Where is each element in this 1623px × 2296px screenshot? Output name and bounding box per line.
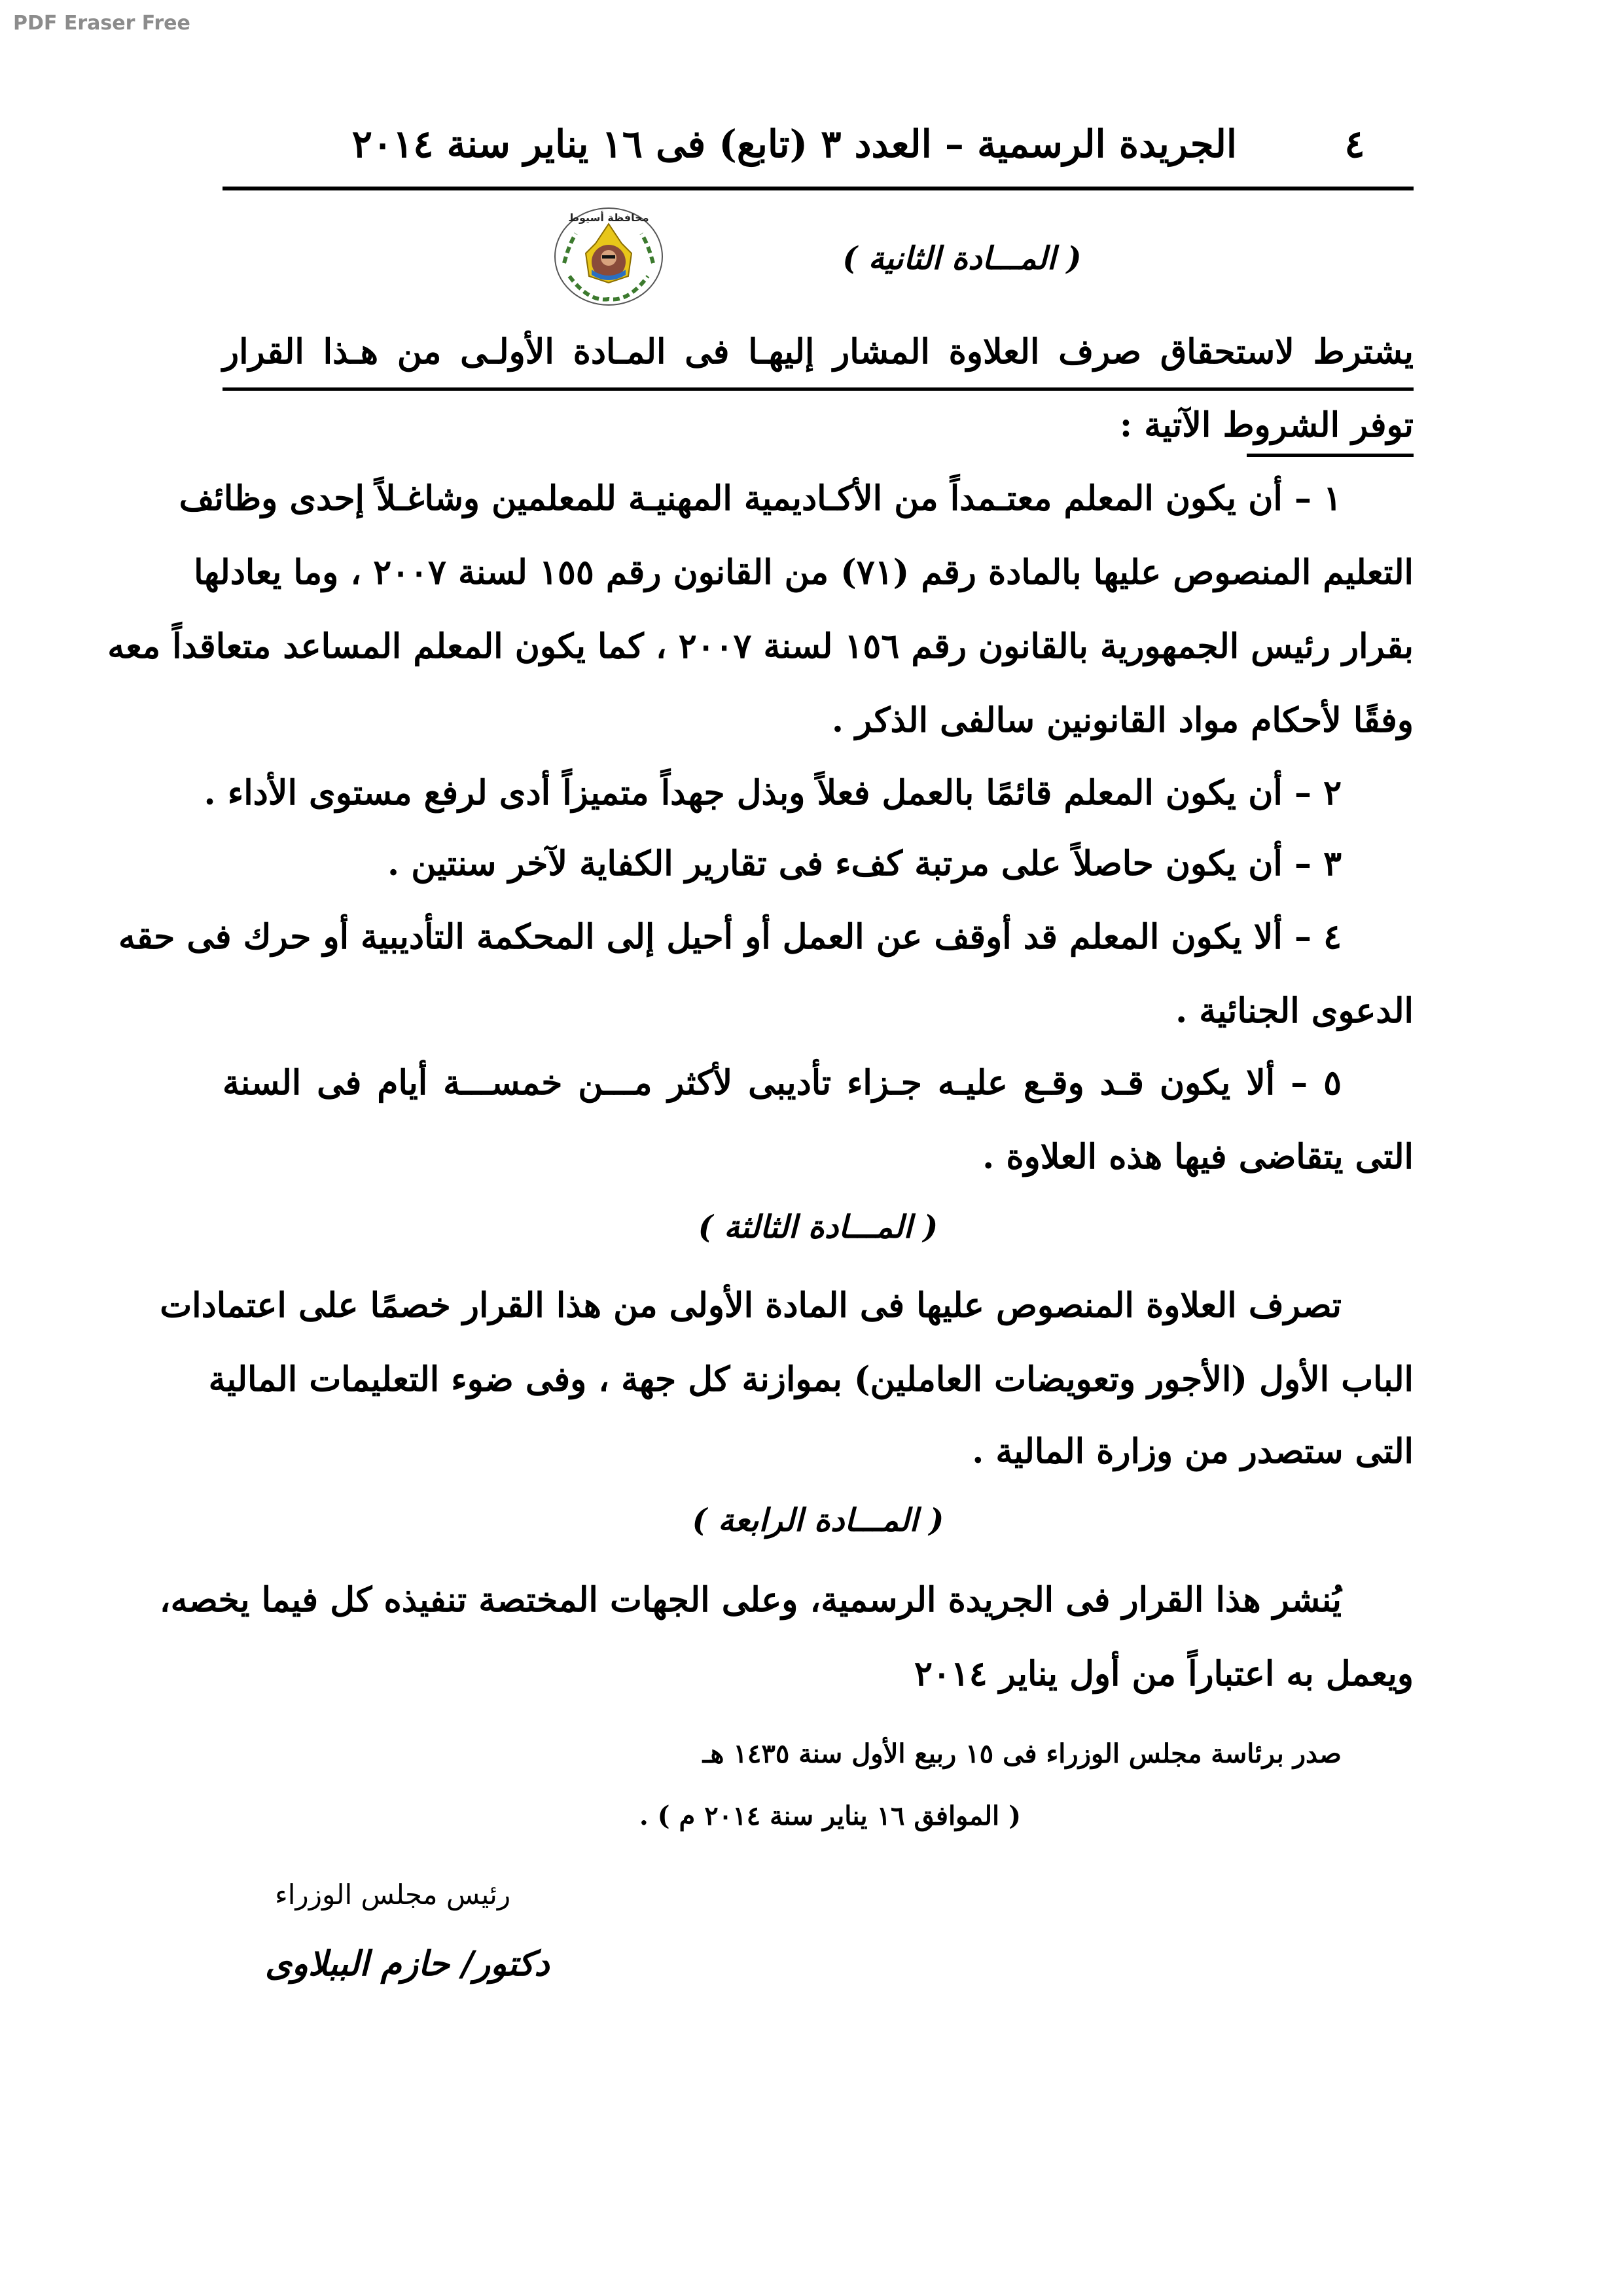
condition-1-line-3: بقرار رئيس الجمهورية بالقانون رقم ١٥٦ لسنة ٢٠٠٧ ، كما يكون المعلم المساعد متعاقداً معه xyxy=(107,626,1414,666)
page-header xyxy=(223,111,1414,177)
condition-5-line-1: ٥ – ألا يكون قـد وقـع عليـه جـزاء تأديبى لأكثر مـــن خمســـة أيام فى السنة xyxy=(223,1063,1342,1103)
intro-underline xyxy=(223,387,1414,391)
gazette-title: الجريدة الرسمية – العدد ٣ (تابع) فى ١٦ يناير سنة ٢٠١٤ xyxy=(351,122,1237,166)
article-2-title: ( المـــادة الثانية ) xyxy=(842,240,1082,277)
article-2-intro-line-2: توفر الشروط الآتية : xyxy=(1119,405,1414,445)
assiut-governorate-emblem-icon xyxy=(550,204,668,309)
article-3-line-1: تصرف العلاوة المنصوص عليها فى المادة الأولى من هذا القرار خصمًا على اعتمادات xyxy=(160,1285,1342,1325)
issued-gregorian-date: ( الموافق ١٦ يناير سنة ٢٠١٤ م ) . xyxy=(639,1801,1021,1831)
condition-2: ٢ – أن يكون المعلم قائمًا بالعمل فعلاً وبذل جهداً متميزاً أدى لرفع مستوى الأداء . xyxy=(204,773,1342,813)
signature-name: دكتور/ حازم الببلاوى xyxy=(265,1944,550,1984)
condition-4-line-1: ٤ – ألا يكون المعلم قد أوقف عن العمل أو أحيل إلى المحكمة التأديبية أو حرك فى حقه xyxy=(118,917,1342,957)
article-2-intro-line-1: يشترط لاستحقاق صرف العلاوة المشار إليهـا فى المـادة الأولـى من هـذا القرار xyxy=(223,332,1414,372)
article-3-line-3: التى ستصدر من وزارة المالية . xyxy=(972,1431,1414,1471)
article-4-line-2: ويعمل به اعتباراً من أول يناير ٢٠١٤ xyxy=(914,1654,1414,1694)
condition-1-line-4: وفقًا لأحكام مواد القانونين سالفى الذكر . xyxy=(831,700,1414,740)
condition-1-line-1: ١ – أن يكون المعلم معتـمداً من الأكـاديمية المهنيـة للمعلمين وشاغـلاً إحدى وظائف xyxy=(179,478,1342,518)
condition-3: ٣ – أن يكون حاصلاً على مرتبة كفء فى تقارير الكفاية لآخر سنتين . xyxy=(387,844,1342,884)
header-divider xyxy=(223,187,1414,190)
issued-hijri-date: صدر برئاسة مجلس الوزراء فى ١٥ ربيع الأول سنة ١٤٣٥ هـ xyxy=(702,1738,1342,1769)
gazette-page xyxy=(107,0,1414,2296)
article-4-title: ( المـــادة الرابعة ) xyxy=(692,1502,944,1539)
condition-4-line-2: الدعوى الجنائية . xyxy=(1175,991,1414,1031)
page-number: ٤ xyxy=(1344,122,1365,166)
condition-1-line-2: التعليم المنصوص عليها بالمادة رقم (٧١) من القانون رقم ١٥٥ لسنة ٢٠٠٧ ، وما يعادلها xyxy=(194,552,1414,592)
signature-role: رئيس مجلس الوزراء xyxy=(275,1878,511,1910)
article-3-title: ( المـــادة الثالثة ) xyxy=(698,1209,938,1246)
condition-5-line-2: التى يتقاضى فيها هذه العلاوة . xyxy=(982,1137,1414,1177)
watermark: PDF Eraser Free xyxy=(13,12,190,35)
article-3-line-2: الباب الأول (الأجور وتعويضات العاملين) بموازنة كل جهة ، وفى ضوء التعليمات المالية xyxy=(208,1359,1414,1399)
emblem-caption: محافظة أسيوط xyxy=(568,211,649,224)
article-4-line-1: يُنشر هذا القرار فى الجريدة الرسمية، وعلى الجهات المختصة تنفيذه كل فيما يخصه، xyxy=(159,1580,1342,1620)
intro-underline-short xyxy=(1247,454,1414,457)
